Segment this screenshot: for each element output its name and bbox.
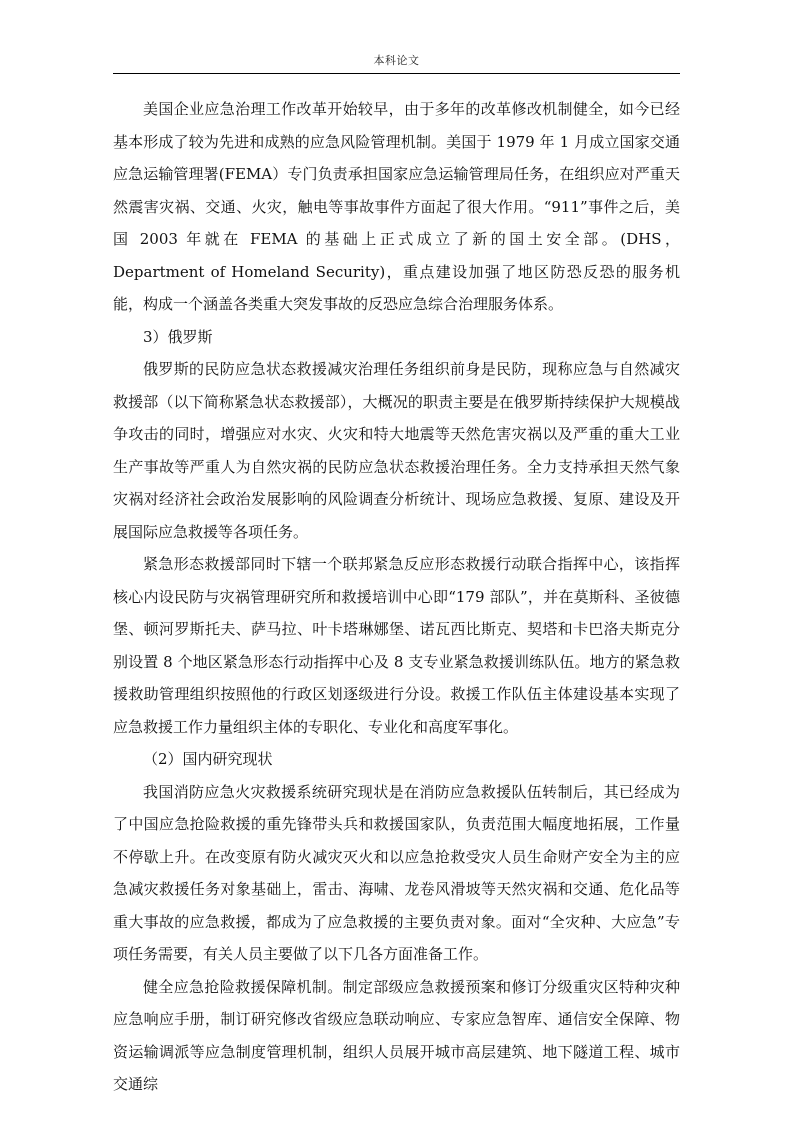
subheading-russia: 3）俄罗斯 bbox=[143, 327, 213, 346]
body-text bbox=[113, 93, 680, 1101]
paragraph-usa: 美国企业应急治理工作改革开始较早，由于多年的改革修改机制健全，如今已经基本形成了较为先进和成熟的应急风险管理机制。美国于 1979 年 1 月成立国家交通应急运输管理署(FEMA）专门负责承担国家应急运输管理局任务，在组织应对严重天然震害灾祸、交通、火灾，触电等事故事件方面起了很大作用。“911”事件之后，美国 2003 年就在 FEMA 的基础上正式成立了新的国土安全部。(DHS，Department of Homeland Security)，重点建设加强了地区防恐反恐的服务机能，构成一个涵盖各类重大突发事故的反恐应急综合治理服务体系。 bbox=[113, 100, 680, 313]
paragraph-russia-ministry: 俄罗斯的民防应急状态救援减灾治理任务组织前身是民防，现称应急与自然减灾救援部（以下简称紧急状态救援部），大概况的职责主要是在俄罗斯持续保护大规模战争攻击的同时，增强应对水灾、火灾和特大地震等天然危害灾祸以及严重的重大工业生产事故等严重人为自然灾祸的民防应急状态救援治理任务。全力支持承担天然气象灾祸对经济社会政治发展影响的风险调查分析统计、现场应急救援、复原、建设及开展国际应急救援等各项任务。 bbox=[113, 360, 680, 541]
header-divider bbox=[113, 73, 680, 74]
subheading-domestic-research: （2）国内研究现状 bbox=[143, 750, 273, 768]
paragraph-russia-centers: 紧急形态救援部同时下辖一个联邦紧急反应形态救援行动联合指挥中心，该指挥核心内设民防与灾祸管理研究所和救援培训中心即“179 部队”，并在莫斯科、圣彼德堡、顿河罗斯托夫、萨马拉、叶卡塔琳娜堡、诺瓦西比斯克、契塔和卡巴洛夫斯克分别设置 8 个地区紧急形态行动指挥中心及 8 支专业紧急救援训练队伍。地方的紧急救援救助管理组织按照他的行政区划逐级进行分设。救援工作队伍主体建设基本实现了应急救援工作力量组织主体的专职化、专业化和高度军事化。 bbox=[113, 555, 680, 736]
paragraph-mechanism: 健全应急抢险救援保障机制。制定部级应急救援预案和修订分级重灾区特种灾种应急响应手册，制订研究修改省级应急联动响应、专家应急智库、通信安全保障、物资运输调派等应急制度管理机制，组织人员展开城市高层建筑、地下隧道工程、城市交通综 bbox=[113, 977, 680, 1093]
page-header: 本科论文 bbox=[373, 54, 420, 67]
paragraph-domestic-status: 我国消防应急火灾救援系统研究现状是在消防应急救援队伍转制后，其已经成为了中国应急抢险救援的重先锋带头兵和救援国家队，负责范围大幅度地拓展，工作量不停歇上升。在改变原有防火减灾灭火和以应急抢救受灾人员生命财产安全为主的应急减灾救援任务对象基础上，雷击、海啸、龙卷风滑坡等天然灾祸和交通、危化品等重大事故的应急救援，都成为了应急救援的主要负责对象。面对“全灾种、大应急”专项任务需要，有关人员主要做了以下几各方面准备工作。 bbox=[113, 782, 680, 963]
